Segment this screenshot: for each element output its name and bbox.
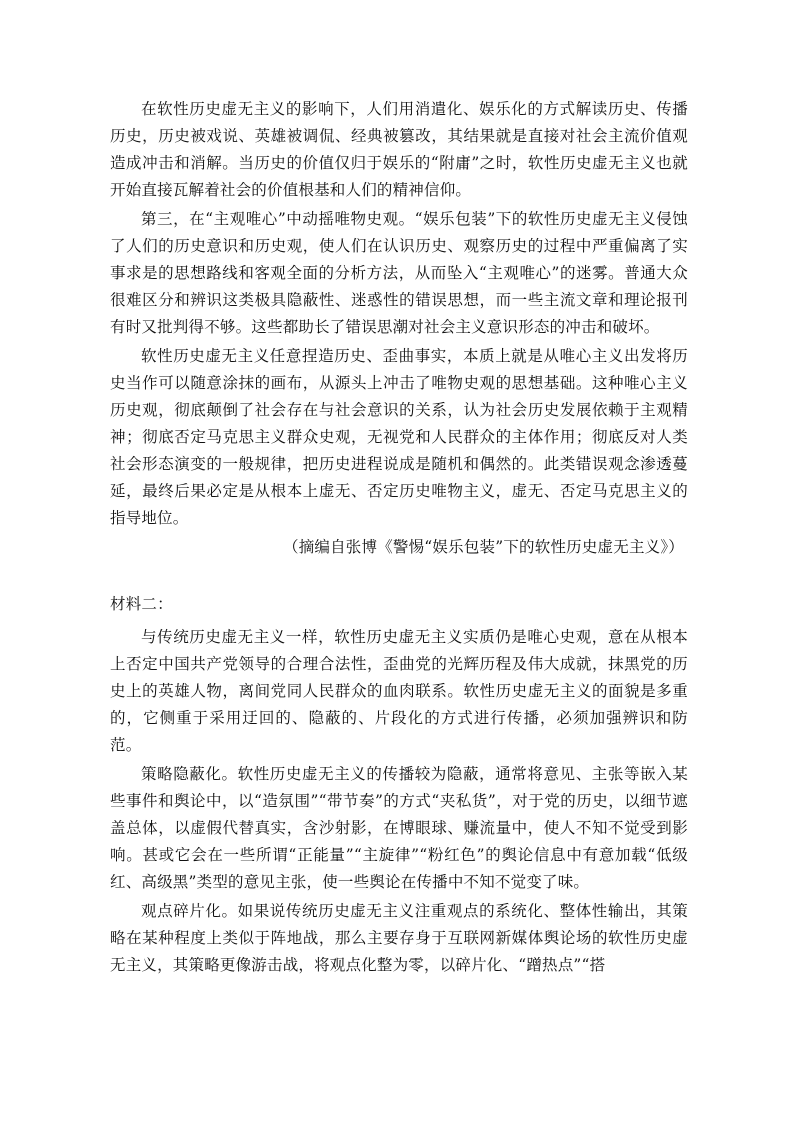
document-body [110,96,688,981]
paragraph-4: 与传统历史虚无主义一样，软性历史虚无主义实质仍是唯心史观，意在从根本上否定中国共产党领导的合理合法性，歪曲党的光辉历程及伟大成就，抹黑党的历史上的英雄人物，离间党同人民群众的血肉联系。软性历史虚无主义的面貌是多重的，它侧重于采用迂回的、隐蔽的、片段化的方式进行传播，必须加强辨识和防范。 [110,628,688,754]
material-two-heading: 材料二： [110,595,173,613]
paragraph-5: 策略隐蔽化。软性历史虚无主义的传播较为隐蔽，通常将意见、主张等嵌入某些事件和舆论中，以“造氛围”“带节奏”的方式“夹私货”，对于党的历史，以细节遮盖总体，以虚假代替真实，含沙射影，在博眼球、赚流量中，使人不知不觉受到影响。甚或它会在一些所谓“正能量”“主旋律”“粉红色”的舆论信息中有意加载“低级红、高级黑”类型的意见主张，使一些舆论在传播中不知不觉变了味。 [110,765,688,891]
source-citation: （摘编自张博《警惕“娱乐包装”下的软性历史虚无主义》） [283,538,684,556]
paragraph-1: 在软性历史虚无主义的影响下，人们用消遣化、娱乐化的方式解读历史、传播历史，历史被戏说、英雄被调侃、经典被篡改，其结果就是直接对社会主流价值观造成冲击和消解。当历史的价值仅归于娱乐的“附庸”之时，软性历史虚无主义也就开始直接瓦解着社会的价值根基和人们的精神信仰。 [110,100,688,199]
paragraph-6: 观点碎片化。如果说传统历史虚无主义注重观点的系统化、整体性输出，其策略在某种程度上类似于阵地战，那么主要存身于互联网新媒体舆论场的软性历史虚无主义，其策略更像游击战，将观点化整为零，以碎片化、“蹭热点”“搭 [110,902,688,974]
paragraph-3: 软性历史虚无主义任意捏造历史、歪曲事实，本质上就是从唯心主义出发将历史当作可以随意涂抹的画布，从源头上冲击了唯物史观的思想基础。这种唯心主义历史观，彻底颠倒了社会存在与社会意识的关系，认为社会历史发展依赖于主观精神；彻底否定马克思主义群众史观，无视党和人民群众的主体作用；彻底反对人类社会形态演变的一般规律，把历史进程说成是随机和偶然的。此类错误观念渗透蔓延，最终后果必定是从根本上虚无、否定历史唯物主义，虚无、否定马克思主义的指导地位。 [110,347,688,527]
paragraph-2: 第三，在“主观唯心”中动摇唯物史观。“娱乐包装”下的软性历史虚无主义侵蚀了人们的历史意识和历史观，使人们在认识历史、观察历史的过程中严重偏离了实事求是的思想路线和客观全面的分析方法，从而坠入“主观唯心”的迷雾。普通大众很难区分和辨识这类极具隐蔽性、迷惑性的错误思想，而一些主流文章和理论报刊有时又批判得不够。这些都助长了错误思潮对社会主义意识形态的冲击和破坏。 [110,210,688,336]
